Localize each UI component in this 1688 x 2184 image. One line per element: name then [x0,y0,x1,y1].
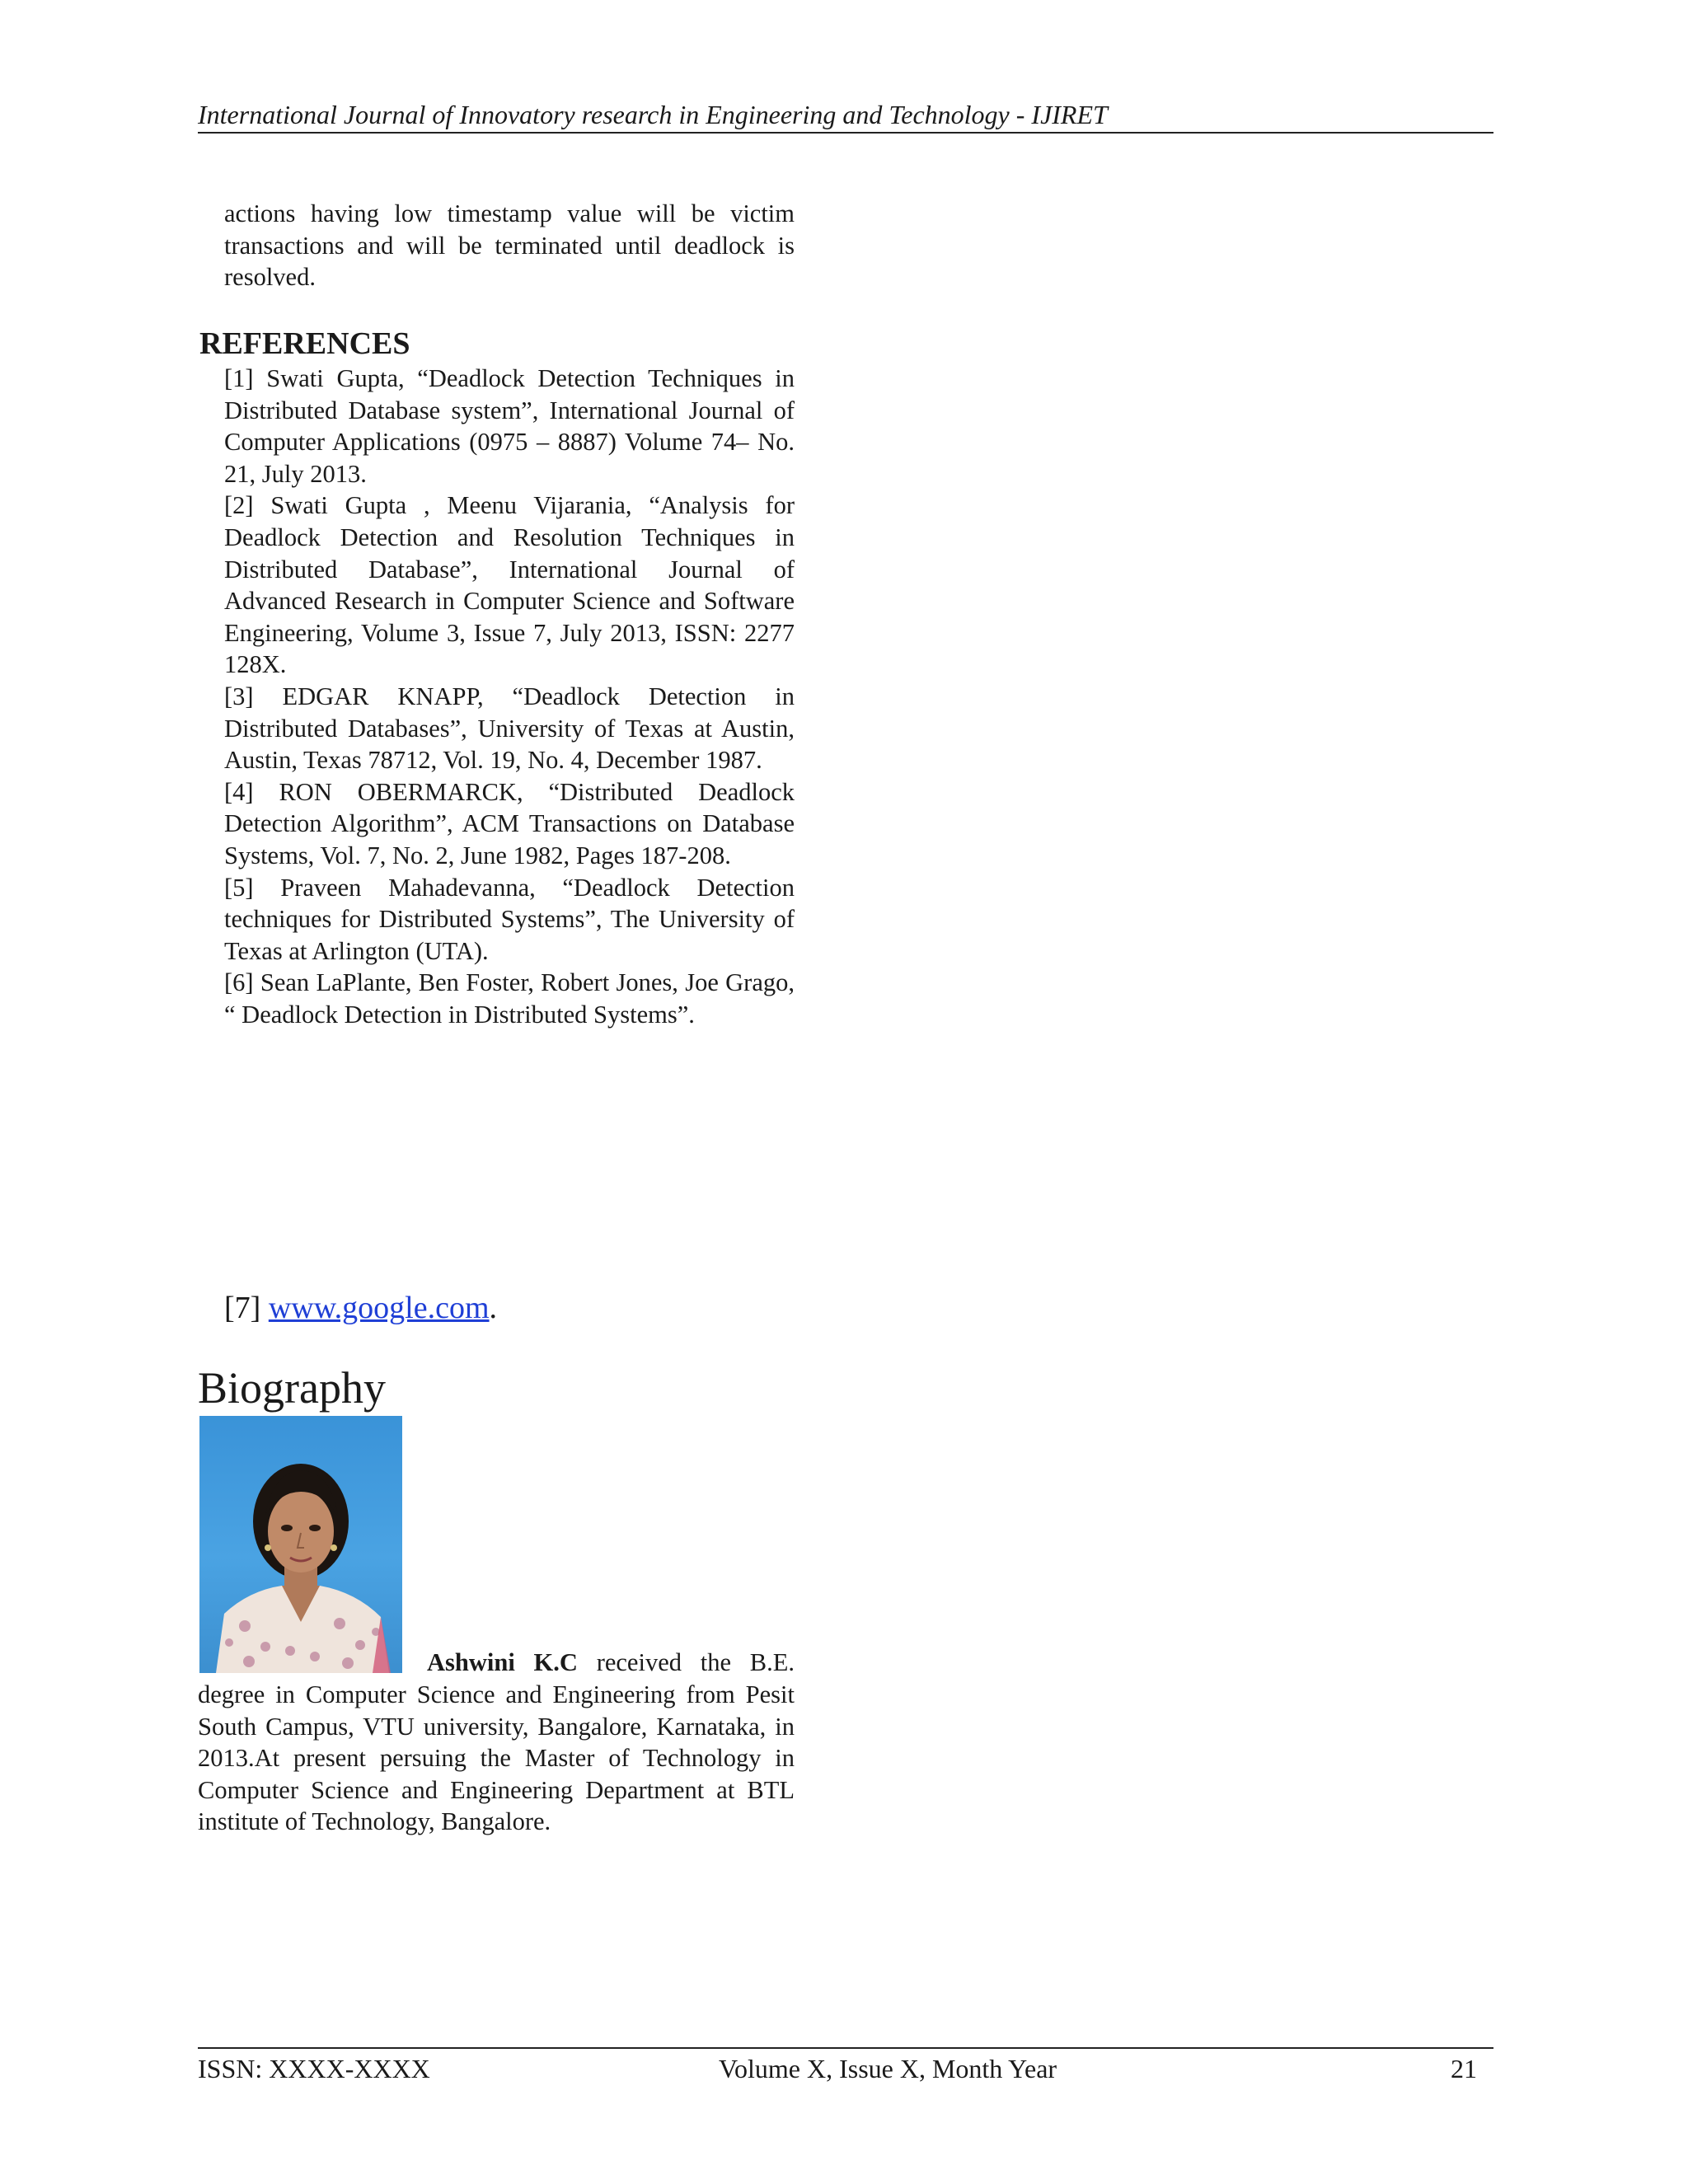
reference-item: [5] Praveen Mahadevanna, “Deadlock Detection techniques for Distributed Systems”, The University of Texas at Arlington (UTA). [224,873,795,965]
footer-page-number: 21 [1451,2054,1477,2083]
biography-first-line-text: received the B.E. [596,1648,795,1676]
reference-item: [3] EDGAR KNAPP, “Deadlock Detection in Distributed Databases”, University of Texas at Austin, Austin, Texas 78712, Vol. 19, No. 4, December 1987. [224,682,795,775]
reference-7-number: [7] [224,1291,261,1325]
reference-item: [2] Swati Gupta , Meenu Vijarania, “Analysis for Deadlock Detection and Resolution Techniques in Distributed Database”, International Journal of Advanced Research in Computer Science and Software Engineering, Volume 3, Issue 7, July 2013, ISSN: 2277 128X. [224,491,795,679]
author-name: Ashwini K.C [427,1648,578,1676]
journal-title: International Journal of Innovatory research in Engineering and Technology - IJIRET [198,100,1108,129]
reference-item-7 [224,1289,497,1327]
references-list [224,363,795,1030]
reference-item: [4] RON OBERMARCK, “Distributed Deadlock Detection Algorithm”, ACM Transactions on Database Systems, Vol. 7, No. 2, June 1982, Pages 187-208. [224,777,795,869]
reference-item: [1] Swati Gupta, “Deadlock Detection Techniques in Distributed Database system”, International Journal of Computer Applications (0975 – 8887) Volume 74– No. 21, July 2013. [224,364,795,488]
author-photo [199,1416,402,1673]
page-footer [198,2047,1493,2083]
references-heading: REFERENCES [199,326,410,361]
biography-heading: Biography [198,1363,386,1413]
footer-issn: ISSN: XXXX-XXXX [198,2054,430,2083]
footer-volume: Volume X, Issue X, Month Year [719,2054,1057,2083]
biography-first-line [427,1647,795,1679]
reference-item: [6] Sean LaPlante, Ben Foster, Robert Jones, Joe Grago, “ Deadlock Detection in Distributed Systems”. [224,968,795,1029]
reference-7-link[interactable]: www.google.com [268,1291,490,1325]
continuation-paragraph [224,198,795,293]
journal-header [198,97,1493,134]
continuation-text: actions having low timestamp value will be victim transactions and will be terminated until deadlock is resolved. [224,199,795,292]
biography-text: degree in Computer Science and Engineering from Pesit South Campus, VTU university, Bangalore, Karnataka, in 2013.At present persuing the Master of Technology in Computer Science and Engineering Department at BTL institute of Technology, Bangalore. [198,1680,795,1836]
reference-7-suffix: . [489,1291,498,1325]
